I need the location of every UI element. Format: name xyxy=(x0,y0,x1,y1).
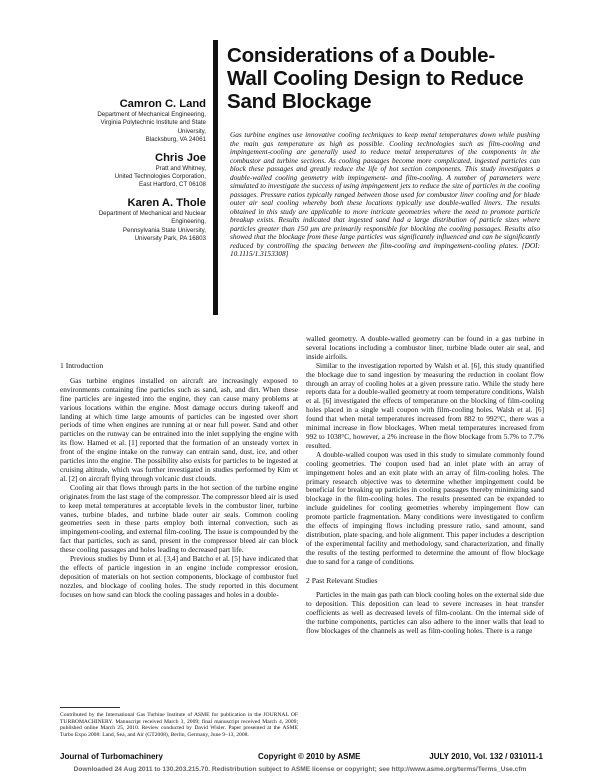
author-name: Camron C. Land xyxy=(119,98,206,110)
footer-copyright: Copyright © 2010 by ASME xyxy=(258,752,361,761)
author-affiliation-line: Engineering, xyxy=(171,218,206,226)
right-column xyxy=(306,335,544,636)
author-block xyxy=(60,97,206,145)
paragraph: A double-walled coupon was used in this study to simulate commonly found cooling geometries. The coupon used had an inlet plate with an array of impingement holes and an exit plate with an array of film-cooling holes. The primary research objective was to determine whether impingement could be beneficial for breaking up particles in cooling passages thereby minimizing sand blockage in the film-cooling holes. The results presented can be expanded to include guidelines for cooling geometries whereby impingement flow can promote particle fragmentation. Many conditions were investigated to confirm the effects of impinging flows including pressure ratio, sand amount, sand distribution, plate spacing, and hole alignment. This paper includes a description of the experimental facility and methodology, sand characterization, and finally the results of the testing performed to determine the amount of flow blockage due to sand for a range of conditions. xyxy=(306,449,544,566)
paragraph: walled geometry. A double-walled geometry can be found in a gas turbine in several locations including a combustor liner, turbine blade outer air seal, and inside airfoils. xyxy=(306,334,544,361)
section-heading-past-studies: 2 Past Relevant Studies xyxy=(306,575,378,585)
author-affiliation-line: Department of Mechanical Engineering, xyxy=(97,111,206,118)
paragraph: Cooling air that flows through parts in the hot section of the turbine engine originates from the last stage of the compressor. The compressor bleed air is used to keep metal temperatures at acceptable levels in the combustor liner, turbine vanes, turbine blades, and turbine blade outer air seals. Common cooling geometries seen in these parts employ both internal convection, such as impingement-cooling, and external film-cooling. The issue is compounded by the fact that particles, such as sand, present in the compressor bleed air can block these cooling passages and holes leading to decreased part life. xyxy=(60,482,298,555)
left-column xyxy=(60,357,298,600)
paragraph: Gas turbine engines installed on aircraft are increasingly exposed to environments containing fine particles such as sand, ash, and dirt. When these fine particles are ingested into the engine, they can cause many problems at various locations within the engine. Most damage occurs during takeoff and landing at which time large amounts of particles can be ingested over short periods of time when engines are running at or near full power. Sand and other particles on the runway can be entrained into the inlet supplying the engine with its flow. Hamed et al. [1] reported that the formation of an unsteady vortex in front of the engine intake on the runway can entrain sand, dust, ice, and other particles into the engine. The possibility also exists for particles to be ingested at cruising altitude, which was further investigated in studies performed by Kim et al. [2] on aircraft flying through volcanic dust clouds. xyxy=(60,375,298,483)
paragraph: Particles in the main gas path can block cooling holes on the external side due to deposition. This deposition can lead to severe increases in heat transfer coefficients as well as decreased levels of film-coolant. On the internal side of the turbine components, particles can also adhere to the inner walls that lead to flow blockages of the channels as well as film-cooling holes. There is a range xyxy=(306,590,544,636)
abstract: Gas turbine engines use innovative cooling techniques to keep metal temperatures down while pushing the main gas temperature as high as possible. Cooling technologies such as film-cooling and impingement-cooling are generally used to reduce metal temperatures of the components in the combustor and turbine sections. As cooling passages become more complicated, ingested particles can block these passages and greatly reduce the life of hot section components. This study investigates a double-walled cooling geometry with impingement- and film-cooling. A number of parameters were simulated to investigate the success of using impingement jets to reduce the size of particles in the cooling passages. Pressure ratios typically ranged between those used for combustor liner cooling and for blade outer air seal cooling whereby both these locations typically use double-walled liners. The results obtained in this study are applicable to more intricate geometries where the need to promote particle breakup exists. Results indicated that ingested sand had a large distribution of particle sizes where particles greater than 150 μm are primarily responsible for blocking the cooling passages. Results also showed that the blockage from these large particles was significantly influenced and can be significantly reduced by controlling the spacing between the film-cooling and impingement-cooling plates. [DOI: 10.1115/1.3153308] xyxy=(230,130,540,258)
author-affiliation-line: Virginia Polytechnic Institute and State xyxy=(100,119,206,127)
author-affiliation-line: University Park, PA 16803 xyxy=(134,235,206,243)
author-block xyxy=(60,151,206,190)
author-affiliation-line: Pratt and Whitney, xyxy=(155,164,206,172)
author-affiliation-line: East Hartford, CT 06108 xyxy=(139,181,206,189)
author-affiliation-line: University, xyxy=(177,127,206,135)
author-name: Chris Joe xyxy=(155,151,206,164)
author-block xyxy=(60,196,206,244)
download-notice: Downloaded 24 Aug 2011 to 130.203.215.70. Redistribution subject to ASME license or copyright; see http://www.asme.org/terms/Terms_Use.cfm xyxy=(73,766,527,773)
footer-journal: Journal of Turbomachinery xyxy=(60,752,163,761)
footer-issue: JULY 2010, Vol. 132 / 031011-1 xyxy=(429,752,543,761)
title-rule xyxy=(213,40,218,315)
paragraph: Similar to the investigation reported by Walsh et al. [6], this study quantified the blockage due to sand ingestion by measuring the reduction in coolant flow through an array of cooling holes at a given pressure ratio. While the study here reports data for a double-walled geometry at room temperature conditions, Walsh et al. [6] investigated the effects of temperature on the blocking of film-cooling holes placed in a single wall coupon with film-cooling holes. Walsh et al. [6] found that when metal temperatures increased from 882 to 992°C, there was a minimal increase in flow blockages. When metal temperatures increased from 992 to 1038°C, however, a 2% increase in the flow blockage from 5.7% to 7.7% resulted. xyxy=(306,360,544,450)
author-list xyxy=(60,95,206,249)
author-affiliation-line: Blacksburg, VA 24061 xyxy=(145,136,206,144)
section-heading-introduction: 1 Introduction xyxy=(60,361,104,370)
footnote: Contributed by the International Gas Turbine Institute of ASME for publication in the JOURNAL OF TURBOMACHINERY. Manuscript received March 3, 2009; final manuscript received March 4, 2009; published online March 25, 2010. Review conducted by David Wisler. Paper presented at the ASME Turbo Expo 2008: Land, Sea, and Air (GT2008), Berlin, Germany, June 9–13, 2008. xyxy=(60,712,298,739)
footnote-rule xyxy=(60,707,120,708)
author-affiliation-line: Pennsylvania State University, xyxy=(122,226,206,234)
paragraph: Previous studies by Dunn et al. [3,4] and Batcho et al. [5] have indicated that the effects of particle ingestion in an engine include compressor erosion, deposition of materials on hot section components, blockage of combustor fuel nozzles, and blockage of cooling holes. The study reported in this document focuses on how sand can block the cooling passages and holes in a double- xyxy=(60,554,298,599)
author-name: Karen A. Thole xyxy=(127,196,206,209)
paper-title: Considerations of a Double-Wall Cooling Design to Reduce Sand Blockage xyxy=(227,44,524,113)
author-affiliation-line: United Technologies Corporation, xyxy=(114,173,206,181)
author-affiliation-line: Department of Mechanical and Nuclear xyxy=(98,209,206,217)
